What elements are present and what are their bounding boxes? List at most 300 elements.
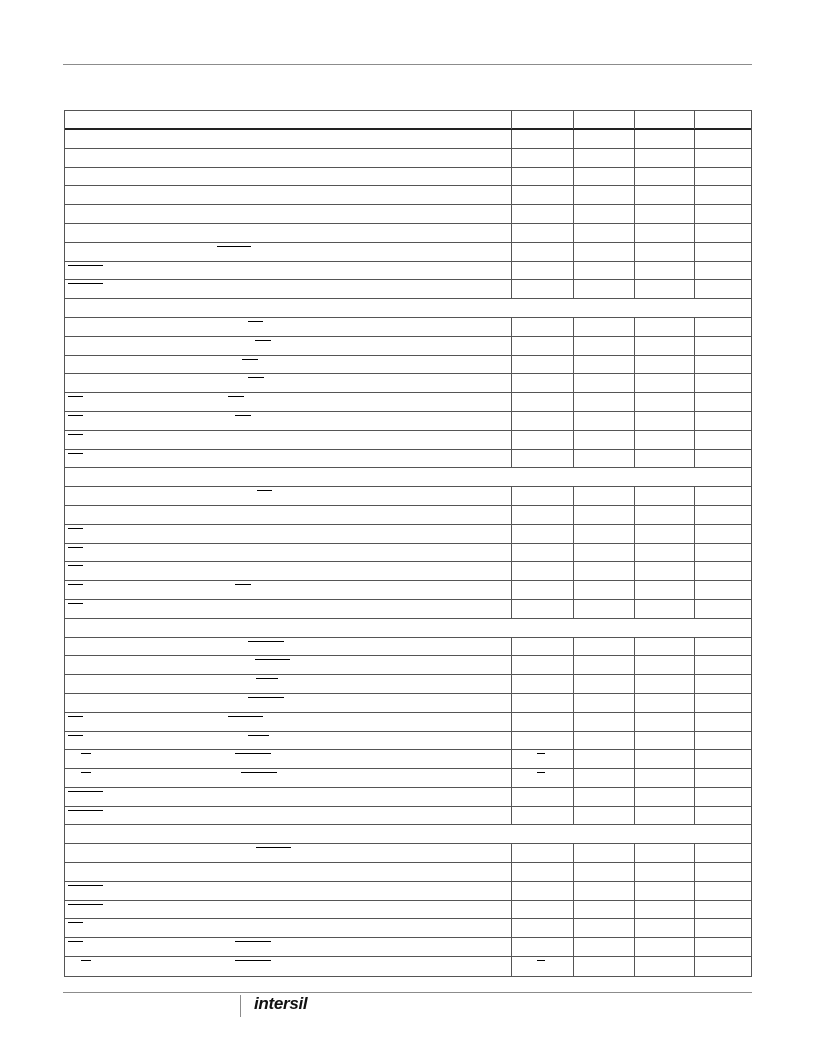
table-cell bbox=[634, 224, 695, 243]
table-cell bbox=[65, 299, 511, 318]
header-cell bbox=[694, 111, 754, 129]
table-cell bbox=[65, 562, 511, 581]
table-cell bbox=[65, 807, 511, 826]
table-cell bbox=[694, 807, 754, 826]
table-row bbox=[65, 412, 751, 431]
overline-mark bbox=[68, 283, 103, 284]
specification-table bbox=[64, 110, 752, 977]
section-row bbox=[65, 468, 751, 487]
table-cell bbox=[573, 957, 635, 977]
table-cell bbox=[573, 600, 635, 619]
table-row bbox=[65, 694, 751, 713]
overline-mark bbox=[228, 716, 263, 717]
table-cell bbox=[65, 374, 511, 393]
table-cell bbox=[694, 356, 754, 375]
header-rule bbox=[63, 64, 752, 65]
table-cell bbox=[634, 638, 695, 657]
table-cell bbox=[65, 638, 511, 657]
table-cell bbox=[573, 807, 635, 826]
table-cell bbox=[511, 450, 574, 469]
table-cell bbox=[65, 919, 511, 938]
table-cell bbox=[511, 882, 574, 901]
table-cell bbox=[634, 525, 695, 544]
table-row bbox=[65, 337, 751, 356]
table-cell bbox=[573, 694, 635, 713]
table-cell bbox=[694, 581, 754, 600]
table-cell bbox=[511, 901, 574, 920]
table-row bbox=[65, 656, 751, 675]
table-cell bbox=[65, 186, 511, 205]
table-cell bbox=[573, 863, 635, 882]
table-cell bbox=[573, 393, 635, 412]
overline-mark bbox=[68, 904, 103, 905]
table-row bbox=[65, 863, 751, 882]
table-cell bbox=[65, 318, 511, 337]
table-cell bbox=[511, 130, 574, 149]
table-cell bbox=[694, 205, 754, 224]
table-cell bbox=[694, 938, 754, 957]
table-cell bbox=[511, 788, 574, 807]
table-cell bbox=[573, 450, 635, 469]
table-cell bbox=[511, 807, 574, 826]
table-cell bbox=[573, 337, 635, 356]
table-cell bbox=[573, 205, 635, 224]
overline-mark bbox=[235, 584, 251, 585]
table-cell bbox=[511, 262, 574, 281]
table-cell bbox=[573, 243, 635, 262]
overline-mark bbox=[68, 791, 103, 792]
table-cell bbox=[694, 769, 754, 788]
table-cell bbox=[511, 694, 574, 713]
table-cell bbox=[573, 675, 635, 694]
table-row bbox=[65, 393, 751, 412]
intersil-logo: intersil bbox=[254, 994, 308, 1013]
table-cell bbox=[634, 431, 695, 450]
overline-mark bbox=[81, 960, 91, 961]
table-row bbox=[65, 525, 751, 544]
table-row bbox=[65, 750, 751, 769]
table-row bbox=[65, 356, 751, 375]
table-cell bbox=[65, 487, 511, 506]
table-cell bbox=[573, 168, 635, 187]
overline-mark bbox=[256, 678, 278, 679]
table-cell bbox=[694, 901, 754, 920]
header-cell bbox=[511, 111, 574, 129]
table-header-row bbox=[65, 111, 751, 130]
table-cell bbox=[634, 788, 695, 807]
table-cell bbox=[694, 130, 754, 149]
table-cell bbox=[694, 431, 754, 450]
table-row bbox=[65, 769, 751, 788]
table-cell bbox=[65, 468, 511, 487]
table-cell bbox=[65, 506, 511, 525]
overline-mark bbox=[235, 941, 271, 942]
overline-mark bbox=[81, 753, 91, 754]
table-row bbox=[65, 168, 751, 187]
table-cell bbox=[634, 487, 695, 506]
overline-mark bbox=[68, 810, 103, 811]
table-cell bbox=[634, 393, 695, 412]
table-cell bbox=[634, 863, 695, 882]
table-row bbox=[65, 600, 751, 619]
overline-mark bbox=[255, 340, 271, 341]
table-cell bbox=[65, 243, 511, 262]
table-cell bbox=[634, 186, 695, 205]
table-cell bbox=[694, 393, 754, 412]
table-cell bbox=[573, 562, 635, 581]
table-cell bbox=[694, 882, 754, 901]
table-cell bbox=[511, 581, 574, 600]
table-cell bbox=[634, 562, 695, 581]
table-cell bbox=[634, 919, 695, 938]
table-cell bbox=[634, 713, 695, 732]
table-cell bbox=[694, 844, 754, 863]
table-row bbox=[65, 562, 751, 581]
footer-rule bbox=[63, 992, 752, 993]
table-cell bbox=[573, 750, 635, 769]
table-cell bbox=[634, 901, 695, 920]
table-cell bbox=[694, 750, 754, 769]
table-cell bbox=[573, 130, 635, 149]
table-cell bbox=[573, 374, 635, 393]
table-cell bbox=[65, 412, 511, 431]
table-cell bbox=[634, 844, 695, 863]
table-cell bbox=[511, 374, 574, 393]
table-row bbox=[65, 957, 751, 976]
table-cell bbox=[65, 149, 511, 168]
table-cell bbox=[511, 318, 574, 337]
table-cell bbox=[634, 374, 695, 393]
overline-mark bbox=[235, 415, 251, 416]
overline-mark bbox=[248, 735, 269, 736]
overline-mark bbox=[68, 584, 83, 585]
table-row bbox=[65, 149, 751, 168]
table-cell bbox=[694, 863, 754, 882]
overline-mark bbox=[81, 772, 91, 773]
table-cell bbox=[634, 769, 695, 788]
table-cell bbox=[634, 656, 695, 675]
table-cell bbox=[634, 694, 695, 713]
table-cell bbox=[65, 938, 511, 957]
table-cell bbox=[65, 262, 511, 281]
overline-mark bbox=[68, 434, 83, 435]
table-cell bbox=[511, 938, 574, 957]
table-cell bbox=[694, 544, 754, 563]
table-cell bbox=[694, 337, 754, 356]
table-cell bbox=[634, 318, 695, 337]
table-cell bbox=[694, 656, 754, 675]
table-cell bbox=[694, 374, 754, 393]
table-cell bbox=[634, 205, 695, 224]
table-cell bbox=[634, 356, 695, 375]
table-cell bbox=[65, 825, 511, 844]
overline-mark bbox=[248, 377, 264, 378]
table-cell bbox=[65, 544, 511, 563]
table-cell bbox=[694, 600, 754, 619]
table-row bbox=[65, 431, 751, 450]
table-cell bbox=[573, 544, 635, 563]
table-cell bbox=[694, 318, 754, 337]
table-cell bbox=[694, 788, 754, 807]
table-cell bbox=[573, 732, 635, 751]
overline-mark bbox=[68, 885, 103, 886]
table-cell bbox=[511, 487, 574, 506]
table-row bbox=[65, 544, 751, 563]
table-cell bbox=[65, 393, 511, 412]
table-cell bbox=[573, 186, 635, 205]
overline-mark bbox=[68, 603, 83, 604]
table-row bbox=[65, 450, 751, 469]
table-cell bbox=[573, 506, 635, 525]
table-cell bbox=[573, 224, 635, 243]
table-cell bbox=[573, 656, 635, 675]
table-cell bbox=[511, 224, 574, 243]
table-row bbox=[65, 186, 751, 205]
overline-mark bbox=[68, 941, 83, 942]
table-cell bbox=[573, 882, 635, 901]
table-cell bbox=[65, 450, 511, 469]
overline-mark bbox=[68, 396, 83, 397]
overline-mark bbox=[217, 246, 251, 247]
table-cell bbox=[511, 713, 574, 732]
table-cell bbox=[65, 205, 511, 224]
table-row bbox=[65, 374, 751, 393]
table-cell bbox=[634, 882, 695, 901]
table-cell bbox=[694, 243, 754, 262]
table-row bbox=[65, 581, 751, 600]
table-row bbox=[65, 318, 751, 337]
table-cell bbox=[573, 769, 635, 788]
section-row bbox=[65, 825, 751, 844]
table-cell bbox=[694, 957, 754, 977]
table-cell bbox=[65, 168, 511, 187]
table-cell bbox=[65, 337, 511, 356]
table-cell bbox=[634, 675, 695, 694]
table-cell bbox=[573, 844, 635, 863]
table-cell bbox=[634, 807, 695, 826]
table-cell bbox=[511, 243, 574, 262]
overline-mark bbox=[68, 453, 83, 454]
overline-mark bbox=[68, 716, 83, 717]
overline-mark bbox=[257, 490, 272, 491]
table-row bbox=[65, 280, 751, 299]
table-cell bbox=[694, 506, 754, 525]
overline-mark bbox=[228, 396, 244, 397]
table-row bbox=[65, 919, 751, 938]
table-cell bbox=[511, 675, 574, 694]
header-cell bbox=[65, 111, 511, 129]
table-cell bbox=[694, 487, 754, 506]
table-row bbox=[65, 938, 751, 957]
table-cell bbox=[511, 337, 574, 356]
table-cell bbox=[65, 356, 511, 375]
table-cell bbox=[65, 713, 511, 732]
table-row bbox=[65, 844, 751, 863]
table-row bbox=[65, 675, 751, 694]
table-cell bbox=[694, 450, 754, 469]
table-cell bbox=[65, 280, 511, 299]
table-cell bbox=[573, 638, 635, 657]
table-cell bbox=[511, 919, 574, 938]
table-cell bbox=[511, 205, 574, 224]
table-cell bbox=[694, 919, 754, 938]
table-row bbox=[65, 732, 751, 751]
table-cell bbox=[511, 186, 574, 205]
table-row bbox=[65, 901, 751, 920]
table-cell bbox=[573, 280, 635, 299]
table-cell bbox=[511, 638, 574, 657]
table-cell bbox=[511, 149, 574, 168]
table-cell bbox=[65, 901, 511, 920]
table-cell bbox=[65, 788, 511, 807]
overline-mark bbox=[68, 565, 83, 566]
table-cell bbox=[573, 431, 635, 450]
table-row bbox=[65, 788, 751, 807]
table-cell bbox=[694, 186, 754, 205]
overline-mark bbox=[537, 772, 545, 773]
table-cell bbox=[573, 938, 635, 957]
table-row bbox=[65, 243, 751, 262]
table-row bbox=[65, 130, 751, 149]
header-cell bbox=[634, 111, 695, 129]
table-cell bbox=[573, 581, 635, 600]
table-cell bbox=[694, 412, 754, 431]
table-cell bbox=[65, 957, 511, 977]
table-cell bbox=[573, 901, 635, 920]
table-cell bbox=[634, 149, 695, 168]
table-cell bbox=[634, 938, 695, 957]
table-cell bbox=[65, 882, 511, 901]
table-cell bbox=[573, 525, 635, 544]
table-cell bbox=[65, 619, 511, 638]
table-cell bbox=[65, 224, 511, 243]
table-cell bbox=[634, 506, 695, 525]
table-cell bbox=[634, 544, 695, 563]
table-cell bbox=[634, 337, 695, 356]
table-cell bbox=[65, 431, 511, 450]
table-cell bbox=[65, 675, 511, 694]
table-cell bbox=[511, 168, 574, 187]
overline-mark bbox=[68, 547, 83, 548]
table-cell bbox=[65, 732, 511, 751]
table-cell bbox=[65, 750, 511, 769]
overline-mark bbox=[537, 753, 545, 754]
table-cell bbox=[511, 506, 574, 525]
table-cell bbox=[634, 732, 695, 751]
footer-divider bbox=[240, 995, 241, 1017]
table-cell bbox=[65, 694, 511, 713]
overline-mark bbox=[255, 659, 290, 660]
table-row bbox=[65, 224, 751, 243]
table-cell bbox=[511, 544, 574, 563]
table-cell bbox=[634, 280, 695, 299]
table-cell bbox=[511, 562, 574, 581]
table-row bbox=[65, 205, 751, 224]
overline-mark bbox=[248, 641, 284, 642]
table-cell bbox=[511, 356, 574, 375]
table-cell bbox=[573, 487, 635, 506]
section-row bbox=[65, 619, 751, 638]
table-cell bbox=[573, 262, 635, 281]
overline-mark bbox=[242, 359, 258, 360]
table-cell bbox=[65, 769, 511, 788]
table-row bbox=[65, 807, 751, 826]
table-cell bbox=[634, 450, 695, 469]
table-cell bbox=[634, 130, 695, 149]
table-cell bbox=[634, 412, 695, 431]
overline-mark bbox=[68, 922, 83, 923]
table-cell bbox=[511, 656, 574, 675]
table-cell bbox=[694, 675, 754, 694]
overline-mark bbox=[68, 735, 83, 736]
table-cell bbox=[511, 431, 574, 450]
overline-mark bbox=[235, 753, 271, 754]
overline-mark bbox=[537, 960, 545, 961]
table-cell bbox=[694, 224, 754, 243]
table-cell bbox=[573, 356, 635, 375]
overline-mark bbox=[248, 321, 263, 322]
overline-mark bbox=[256, 847, 291, 848]
table-cell bbox=[511, 393, 574, 412]
table-cell bbox=[573, 713, 635, 732]
table-cell bbox=[573, 412, 635, 431]
table-row bbox=[65, 506, 751, 525]
overline-mark bbox=[68, 528, 83, 529]
overline-mark bbox=[241, 772, 277, 773]
section-row bbox=[65, 299, 751, 318]
overline-mark bbox=[68, 265, 103, 266]
table-cell bbox=[511, 863, 574, 882]
table-cell bbox=[694, 694, 754, 713]
table-cell bbox=[694, 732, 754, 751]
table-cell bbox=[511, 844, 574, 863]
table-cell bbox=[634, 243, 695, 262]
table-row bbox=[65, 487, 751, 506]
table-cell bbox=[634, 581, 695, 600]
table-cell bbox=[573, 318, 635, 337]
table-cell bbox=[694, 562, 754, 581]
table-row bbox=[65, 262, 751, 281]
overline-mark bbox=[235, 960, 271, 961]
table-cell bbox=[511, 600, 574, 619]
table-cell bbox=[573, 919, 635, 938]
table-cell bbox=[65, 863, 511, 882]
header-cell bbox=[573, 111, 635, 129]
table-cell bbox=[694, 149, 754, 168]
table-cell bbox=[694, 280, 754, 299]
table-cell bbox=[65, 525, 511, 544]
table-cell bbox=[573, 788, 635, 807]
table-row bbox=[65, 882, 751, 901]
table-cell bbox=[511, 732, 574, 751]
table-cell bbox=[694, 168, 754, 187]
table-cell bbox=[65, 581, 511, 600]
table-cell bbox=[634, 262, 695, 281]
table-row bbox=[65, 638, 751, 657]
table-cell bbox=[634, 750, 695, 769]
table-cell bbox=[511, 280, 574, 299]
table-cell bbox=[65, 600, 511, 619]
table-cell bbox=[511, 412, 574, 431]
overline-mark bbox=[248, 697, 284, 698]
table-cell bbox=[634, 957, 695, 977]
table-cell bbox=[511, 525, 574, 544]
table-cell bbox=[65, 130, 511, 149]
overline-mark bbox=[68, 415, 83, 416]
table-cell bbox=[694, 638, 754, 657]
table-cell bbox=[634, 600, 695, 619]
table-cell bbox=[694, 713, 754, 732]
